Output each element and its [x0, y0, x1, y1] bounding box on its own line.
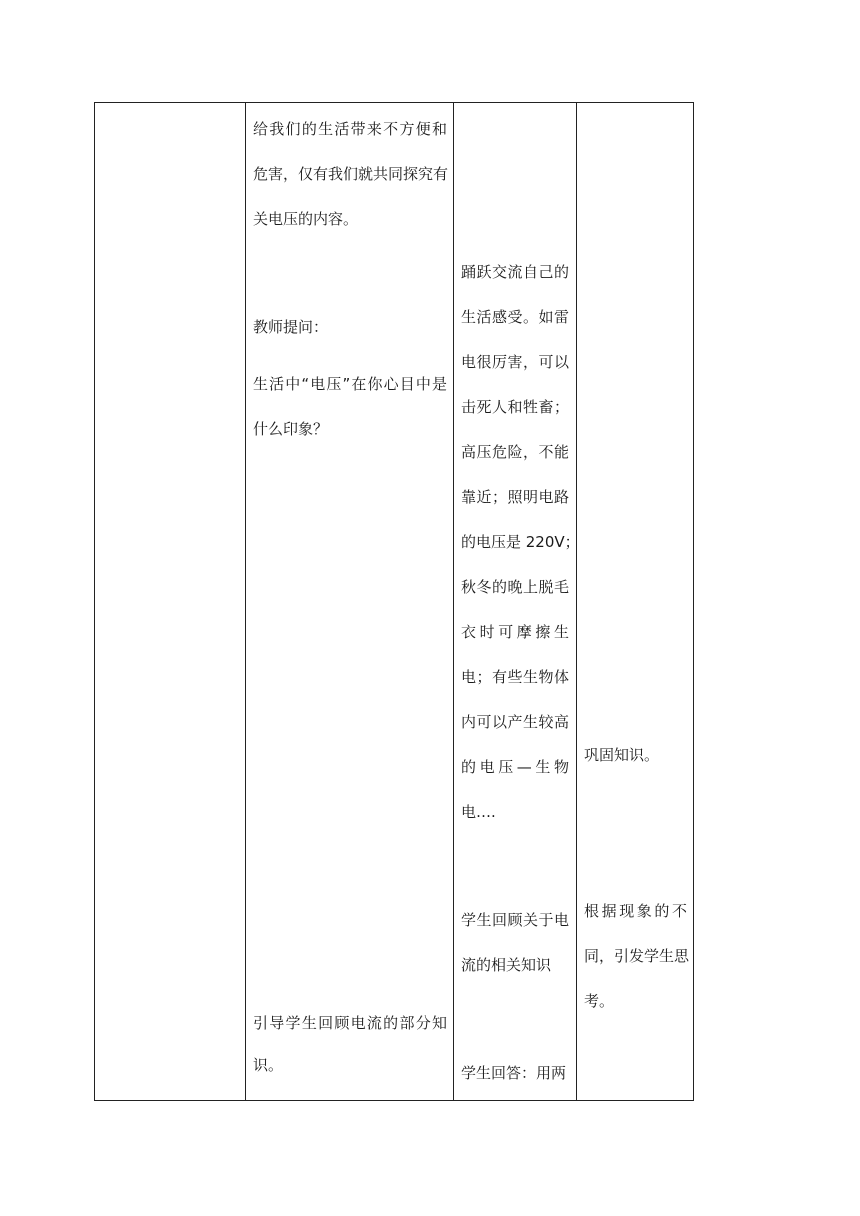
teacher-question-line: 什么印象？: [253, 420, 329, 438]
student-answer-line: 学生回答：用两: [461, 1064, 567, 1082]
intro-text-line: 给我们的生活带来不方便和: [253, 120, 447, 138]
intro-text-line: 危害，仅有我们就共同探究有: [253, 165, 449, 183]
column-divider: [245, 103, 246, 1100]
student-exchange-line: 生活感受。如雷: [461, 308, 569, 326]
student-exchange-line: 击死人和牲畜；: [461, 398, 569, 416]
guide-text-line: 识。: [253, 1056, 284, 1074]
column-divider: [576, 103, 577, 1100]
student-exchange-line: 踊跃交流自己的: [461, 263, 569, 281]
student-review-line: 学生回顾关于电: [461, 911, 569, 929]
student-exchange-line: 电；有些生物体: [461, 668, 569, 686]
lesson-plan-table: [94, 102, 694, 1101]
student-exchange-line: 靠近；照明电路: [461, 488, 569, 506]
intent-inspire-line: 同，引发学生思: [584, 947, 690, 965]
intent-inspire-line: 考。: [584, 992, 615, 1010]
guide-text-line: 引导学生回顾电流的部分知: [253, 1014, 447, 1032]
student-review-line: 流的相关知识: [461, 956, 552, 974]
teacher-question-label: 教师提问：: [253, 318, 329, 336]
student-exchange-line: 电很厉害，可以: [461, 353, 569, 371]
student-exchange-line: 衣时可摩擦生: [461, 623, 569, 641]
student-exchange-line: 的电压—生物: [461, 758, 569, 776]
intent-inspire-line: 根据现象的不: [584, 902, 687, 920]
intent-consolidate-text: 巩固知识。: [584, 746, 660, 764]
teacher-question-line: 生活中“电压”在你心目中是: [253, 375, 447, 393]
student-exchange-line: 秋冬的晚上脱毛: [461, 578, 569, 596]
student-exchange-line: 高压危险，不能: [461, 443, 569, 461]
intro-text-line: 关电压的内容。: [253, 210, 359, 228]
student-exchange-line: 内可以产生较高: [461, 713, 569, 731]
student-exchange-line: 的电压是 220V；: [461, 533, 580, 551]
column-divider: [453, 103, 454, 1100]
student-exchange-line: 电….: [461, 803, 496, 821]
